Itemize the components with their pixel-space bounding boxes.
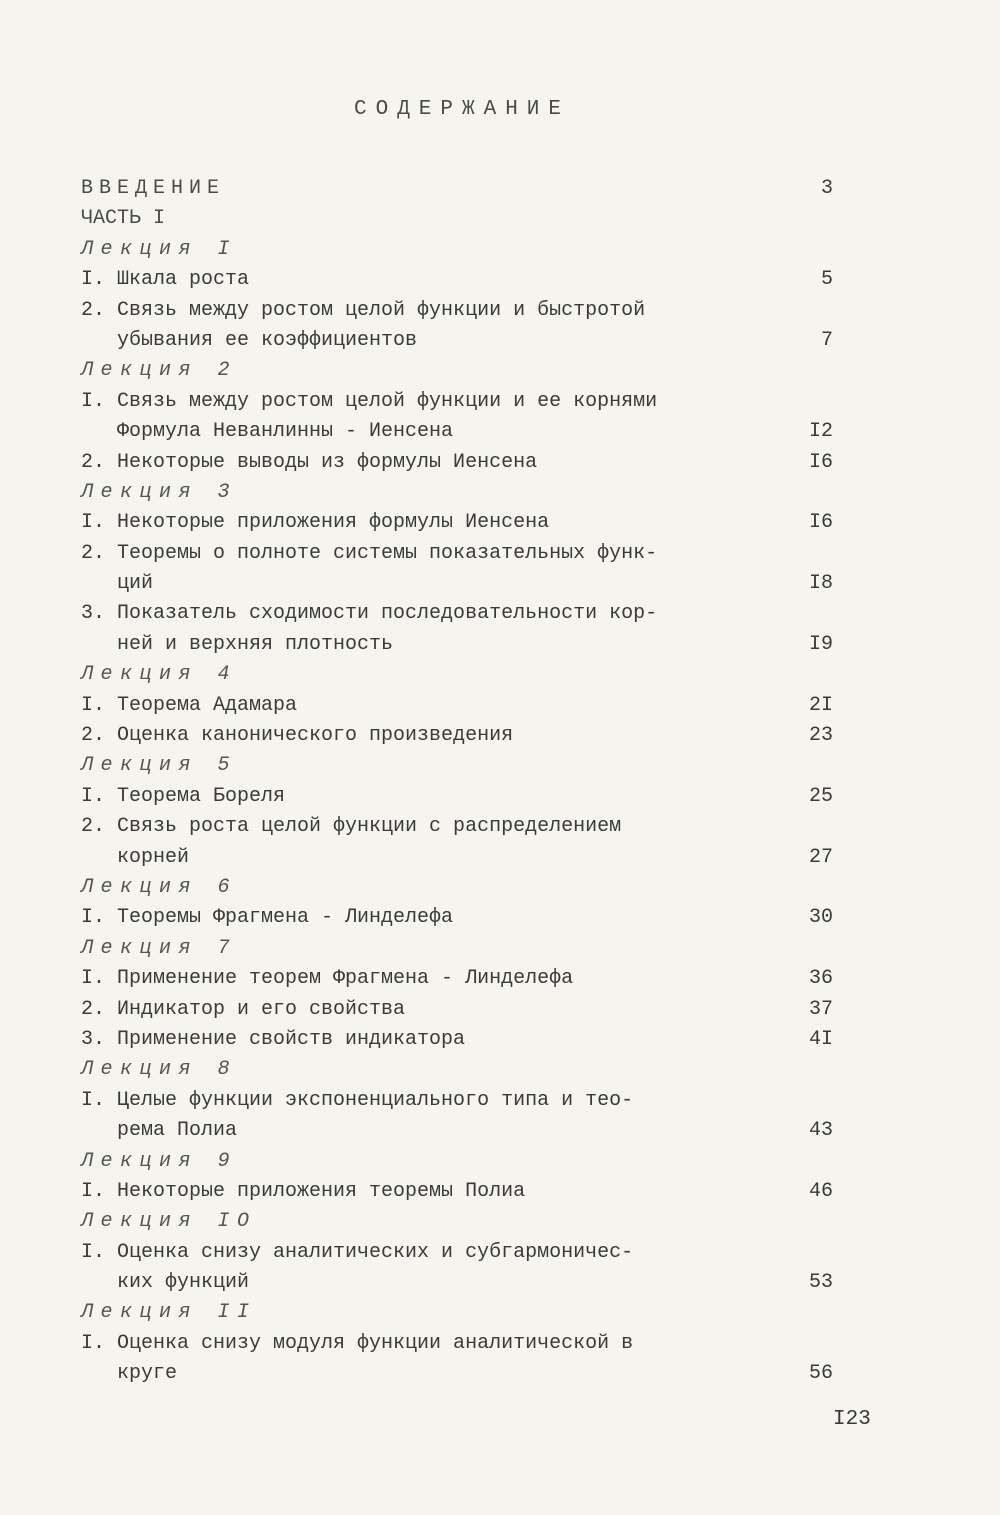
toc-entry-title: Лекция 8 [81, 1058, 238, 1082]
toc-entry-title: I. Оценка снизу аналитических и субгармоничес- [81, 1240, 634, 1264]
toc-entry [81, 812, 833, 842]
toc-entry-page: 5 [820, 268, 833, 292]
toc-entry-title: Лекция I [81, 237, 238, 261]
toc-entry [81, 1177, 833, 1207]
toc-entry-page: I2 [808, 420, 833, 444]
toc-lecture-heading [81, 478, 833, 508]
toc-entry-title: Лекция 7 [81, 936, 238, 960]
toc-lecture-heading [81, 1207, 833, 1237]
toc-entry-title: Лекция 9 [81, 1149, 238, 1173]
toc-entry-title: круге [117, 1362, 178, 1386]
toc-entry [81, 995, 833, 1025]
toc-entry [81, 448, 833, 478]
toc-entry-title: Лекция 5 [81, 754, 238, 778]
toc-entry-page: 53 [808, 1271, 833, 1295]
toc-entry-title: 3. Применение свойств индикатора [81, 1027, 466, 1051]
toc-entry [81, 1238, 833, 1268]
toc-entry [81, 1086, 833, 1116]
toc-entry-page: I6 [808, 450, 833, 474]
toc-entry-title: I. Целые функции экспоненциального типа и тео- [81, 1088, 634, 1112]
toc-entry-title: Лекция II [81, 1301, 257, 1325]
toc-entry [81, 387, 833, 417]
toc-entry [81, 1025, 833, 1055]
toc-entry [81, 508, 833, 538]
page-title: СОДЕРЖАНИЕ [353, 98, 571, 121]
toc-lecture-heading [81, 356, 833, 386]
toc-part [81, 204, 833, 234]
toc-entry-continuation [81, 1116, 833, 1146]
toc-entry-title: 3. Показатель сходимости последовательности кор- [81, 602, 658, 626]
toc-entry-title: ких функций [117, 1271, 250, 1295]
toc-lecture-heading [81, 873, 833, 903]
toc-entry-title: I. Некоторые приложения формулы Иенсена [81, 511, 550, 535]
toc-entry-title: Лекция IO [81, 1210, 257, 1234]
toc-entry-title: I. Применение теорем Фрагмена - Линделефа [81, 967, 574, 991]
toc-entry-page: 27 [808, 845, 833, 869]
toc-entry-title: I. Теорема Адамара [81, 693, 298, 717]
toc-entry-title: 2. Оценка канонического произведения [81, 724, 514, 748]
toc-entry-continuation [81, 417, 833, 447]
toc-entry-title: ций [117, 572, 154, 596]
table-of-contents [81, 174, 833, 1390]
toc-entry-title: Лекция 2 [81, 359, 238, 383]
toc-entry-page: 36 [808, 967, 833, 991]
toc-entry-title: I. Оценка снизу модуля функции аналитической в [81, 1331, 634, 1355]
toc-entry-title: ЧАСТЬ I [81, 207, 166, 231]
toc-entry-title: I. Шкала роста [81, 268, 250, 292]
toc-entry-title: убывания ее коэффициентов [117, 328, 418, 352]
toc-lecture-heading [81, 934, 833, 964]
toc-entry-page: 37 [808, 997, 833, 1021]
toc-entry-continuation [81, 1359, 833, 1389]
toc-entry [81, 903, 833, 933]
toc-entry-title: 2. Связь роста целой функции с распределением [81, 815, 622, 839]
toc-entry-continuation [81, 326, 833, 356]
toc-lecture-heading [81, 1055, 833, 1085]
toc-entry-title: корней [117, 845, 190, 869]
toc-entry-title: I. Теорема Бореля [81, 784, 286, 808]
toc-entry [81, 539, 833, 569]
toc-entry-page: 7 [820, 328, 833, 352]
toc-entry-continuation [81, 1268, 833, 1298]
toc-entry-page: 25 [808, 784, 833, 808]
toc-entry-page: 30 [808, 906, 833, 930]
toc-entry [81, 721, 833, 751]
toc-entry-page: 23 [808, 724, 833, 748]
toc-entry-continuation [81, 630, 833, 660]
toc-entry-continuation [81, 569, 833, 599]
toc-entry-title: ней и верхняя плотность [117, 632, 394, 656]
toc-entry [81, 782, 833, 812]
toc-entry-page: 43 [808, 1119, 833, 1143]
toc-entry-title: Лекция 4 [81, 663, 238, 687]
toc-entry [81, 964, 833, 994]
toc-lecture-heading [81, 1147, 833, 1177]
toc-entry-page: 2I [808, 693, 833, 717]
toc-entry-title: Лекция 3 [81, 480, 238, 504]
toc-entry [81, 691, 833, 721]
page-number: I23 [833, 1408, 871, 1431]
toc-entry-title: 2. Некоторые выводы из формулы Иенсена [81, 450, 538, 474]
toc-lecture-heading [81, 751, 833, 781]
toc-entry-page: 3 [820, 177, 833, 200]
toc-lecture-heading [81, 235, 833, 265]
toc-entry-page: I8 [808, 572, 833, 596]
toc-entry-page: 4I [808, 1027, 833, 1051]
toc-heading [81, 174, 833, 204]
toc-entry-continuation [81, 843, 833, 873]
toc-entry-page: I9 [808, 632, 833, 656]
toc-entry-title: рема Полиа [117, 1119, 238, 1143]
toc-entry-title: I. Некоторые приложения теоремы Полиа [81, 1179, 526, 1203]
toc-entry-title: 2. Индикатор и его свойства [81, 997, 406, 1021]
toc-entry [81, 296, 833, 326]
toc-entry-title: I. Теоремы Фрагмена - Линделефа [81, 906, 454, 930]
toc-entry-page: 46 [808, 1179, 833, 1203]
toc-entry [81, 599, 833, 629]
toc-entry-title: ВВЕДЕНИЕ [81, 177, 226, 200]
toc-entry-title: 2. Связь между ростом целой функции и быстротой [81, 298, 646, 322]
toc-entry [81, 1329, 833, 1359]
toc-entry-title: 2. Теоремы о полноте системы показательных функ- [81, 541, 658, 565]
toc-entry-title: Формула Неванлинны - Иенсена [117, 420, 454, 444]
toc-entry-title: Лекция 6 [81, 875, 238, 899]
toc-entry-page: I6 [808, 511, 833, 535]
toc-entry-page: 56 [808, 1362, 833, 1386]
toc-entry-title: I. Связь между ростом целой функции и ее корнями [81, 389, 658, 413]
toc-lecture-heading [81, 660, 833, 690]
toc-entry [81, 265, 833, 295]
toc-lecture-heading [81, 1298, 833, 1328]
